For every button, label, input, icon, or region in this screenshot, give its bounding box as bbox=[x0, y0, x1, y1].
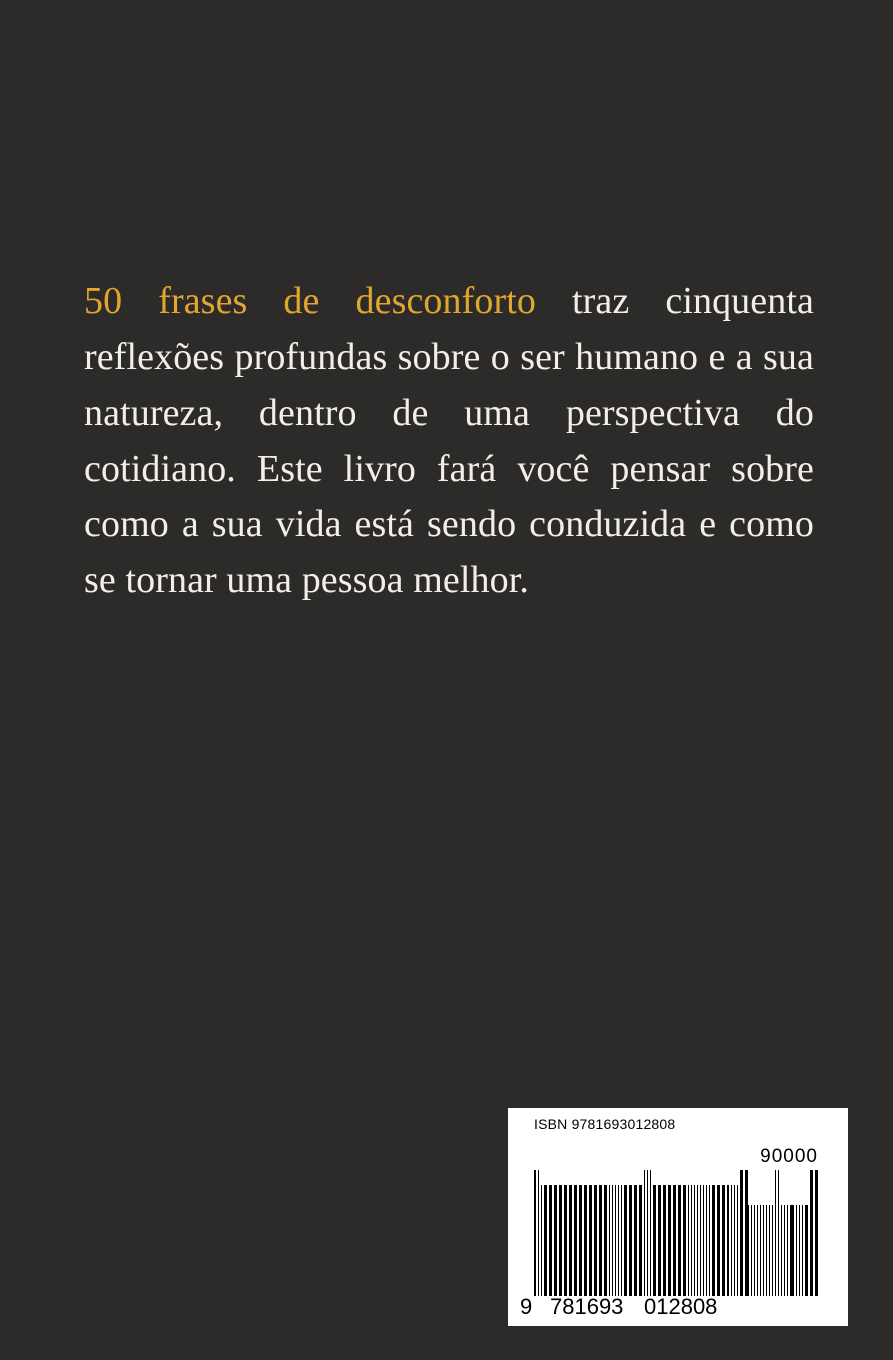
barcode-bar bbox=[644, 1170, 645, 1296]
barcode-bar bbox=[594, 1185, 597, 1296]
barcode-bar bbox=[549, 1185, 552, 1296]
barcode-bar bbox=[722, 1185, 725, 1296]
barcode-bar bbox=[668, 1185, 671, 1296]
barcode-bar bbox=[663, 1185, 666, 1296]
barcode-bar bbox=[544, 1185, 547, 1296]
barcode-bar bbox=[757, 1205, 758, 1296]
barcode-bar bbox=[534, 1170, 536, 1296]
barcode-bar bbox=[799, 1205, 800, 1296]
barcode-bar bbox=[802, 1205, 803, 1296]
barcode-bar bbox=[763, 1205, 764, 1296]
barcode-bar bbox=[609, 1185, 610, 1296]
barcode-bar bbox=[647, 1170, 648, 1296]
barcode-bar bbox=[554, 1185, 557, 1296]
barcode-bar bbox=[740, 1170, 743, 1296]
barcode-bar bbox=[584, 1185, 587, 1296]
barcode-bar bbox=[772, 1205, 773, 1296]
barcode-bar bbox=[815, 1170, 818, 1296]
barcode-bar bbox=[589, 1185, 592, 1296]
barcode-bar bbox=[683, 1185, 686, 1296]
barcode-bar bbox=[748, 1205, 749, 1296]
barcode-bars-main bbox=[534, 1170, 750, 1296]
barcode-bar bbox=[639, 1185, 642, 1296]
barcode-bar bbox=[673, 1185, 676, 1296]
barcode-bar bbox=[734, 1185, 735, 1296]
blurb-paragraph bbox=[84, 274, 814, 609]
barcode-bar bbox=[778, 1170, 779, 1296]
barcode-bar bbox=[688, 1185, 689, 1296]
barcode-bar bbox=[775, 1170, 776, 1296]
barcode-digit-group-left: 9 bbox=[520, 1294, 533, 1319]
barcode-bar bbox=[599, 1185, 602, 1296]
barcode-bar bbox=[737, 1185, 738, 1296]
barcode-digit-group-mid: 781693 bbox=[550, 1294, 624, 1319]
barcode-bar bbox=[796, 1205, 797, 1296]
price-code-label: 90000 bbox=[760, 1146, 818, 1167]
barcode-bar bbox=[653, 1185, 656, 1296]
barcode-bar bbox=[700, 1185, 701, 1296]
barcode-bars-addon bbox=[740, 1170, 820, 1296]
blurb-title-run: 50 frases de desconforto bbox=[84, 280, 536, 322]
barcode-bar bbox=[612, 1185, 613, 1296]
barcode-bar bbox=[541, 1185, 542, 1296]
barcode-bar bbox=[691, 1185, 692, 1296]
barcode-bar bbox=[754, 1205, 755, 1296]
barcode-block bbox=[508, 1108, 848, 1326]
barcode-bar bbox=[574, 1185, 577, 1296]
barcode-bar bbox=[760, 1205, 761, 1296]
barcode-bar bbox=[805, 1205, 808, 1296]
barcode-bar bbox=[624, 1185, 627, 1296]
barcode-bar bbox=[727, 1185, 729, 1296]
barcode-bar bbox=[629, 1185, 632, 1296]
barcode-bar bbox=[717, 1185, 720, 1296]
barcode-bar bbox=[538, 1170, 539, 1296]
barcode-bar bbox=[634, 1185, 637, 1296]
barcode-bar bbox=[703, 1185, 704, 1296]
barcode-bar bbox=[790, 1205, 794, 1296]
barcode-bar bbox=[621, 1185, 622, 1296]
barcode-bar bbox=[579, 1185, 582, 1296]
barcode-bar bbox=[787, 1205, 788, 1296]
barcode-bar bbox=[650, 1170, 651, 1296]
barcode-bar bbox=[694, 1185, 695, 1296]
barcode-bar bbox=[559, 1185, 562, 1296]
barcode-digit-group-right: 012808 bbox=[644, 1294, 718, 1319]
isbn-label: ISBN 9781693012808 bbox=[534, 1116, 676, 1132]
barcode-bar bbox=[569, 1185, 572, 1296]
barcode-bar bbox=[604, 1185, 607, 1296]
barcode-bar bbox=[564, 1185, 567, 1296]
barcode-bar bbox=[712, 1185, 715, 1296]
barcode-bar bbox=[678, 1185, 681, 1296]
barcode-bar bbox=[731, 1185, 732, 1296]
barcode-bar bbox=[769, 1205, 770, 1296]
barcode-bar bbox=[618, 1185, 619, 1296]
barcode-bar bbox=[781, 1205, 782, 1296]
barcode-bar bbox=[810, 1170, 813, 1296]
barcode-bar bbox=[658, 1185, 661, 1296]
barcode-bar bbox=[784, 1205, 785, 1296]
barcode-bar bbox=[766, 1205, 767, 1296]
barcode-bar bbox=[615, 1185, 616, 1296]
barcode-bar bbox=[697, 1185, 698, 1296]
blurb-body-text: traz cinquenta reflexões profundas sobre o ser humano e a sua natureza, dentro de uma perspectiva do cotidiano. Este livro fará você pensar sobre como a sua vida está sendo conduzida e como se tornar uma pessoa melhor. bbox=[84, 280, 814, 602]
barcode-bar bbox=[706, 1185, 707, 1296]
barcode-bar bbox=[745, 1170, 746, 1296]
barcode-bars bbox=[508, 1170, 848, 1296]
barcode-bar bbox=[709, 1185, 710, 1296]
barcode-bar bbox=[751, 1205, 752, 1296]
